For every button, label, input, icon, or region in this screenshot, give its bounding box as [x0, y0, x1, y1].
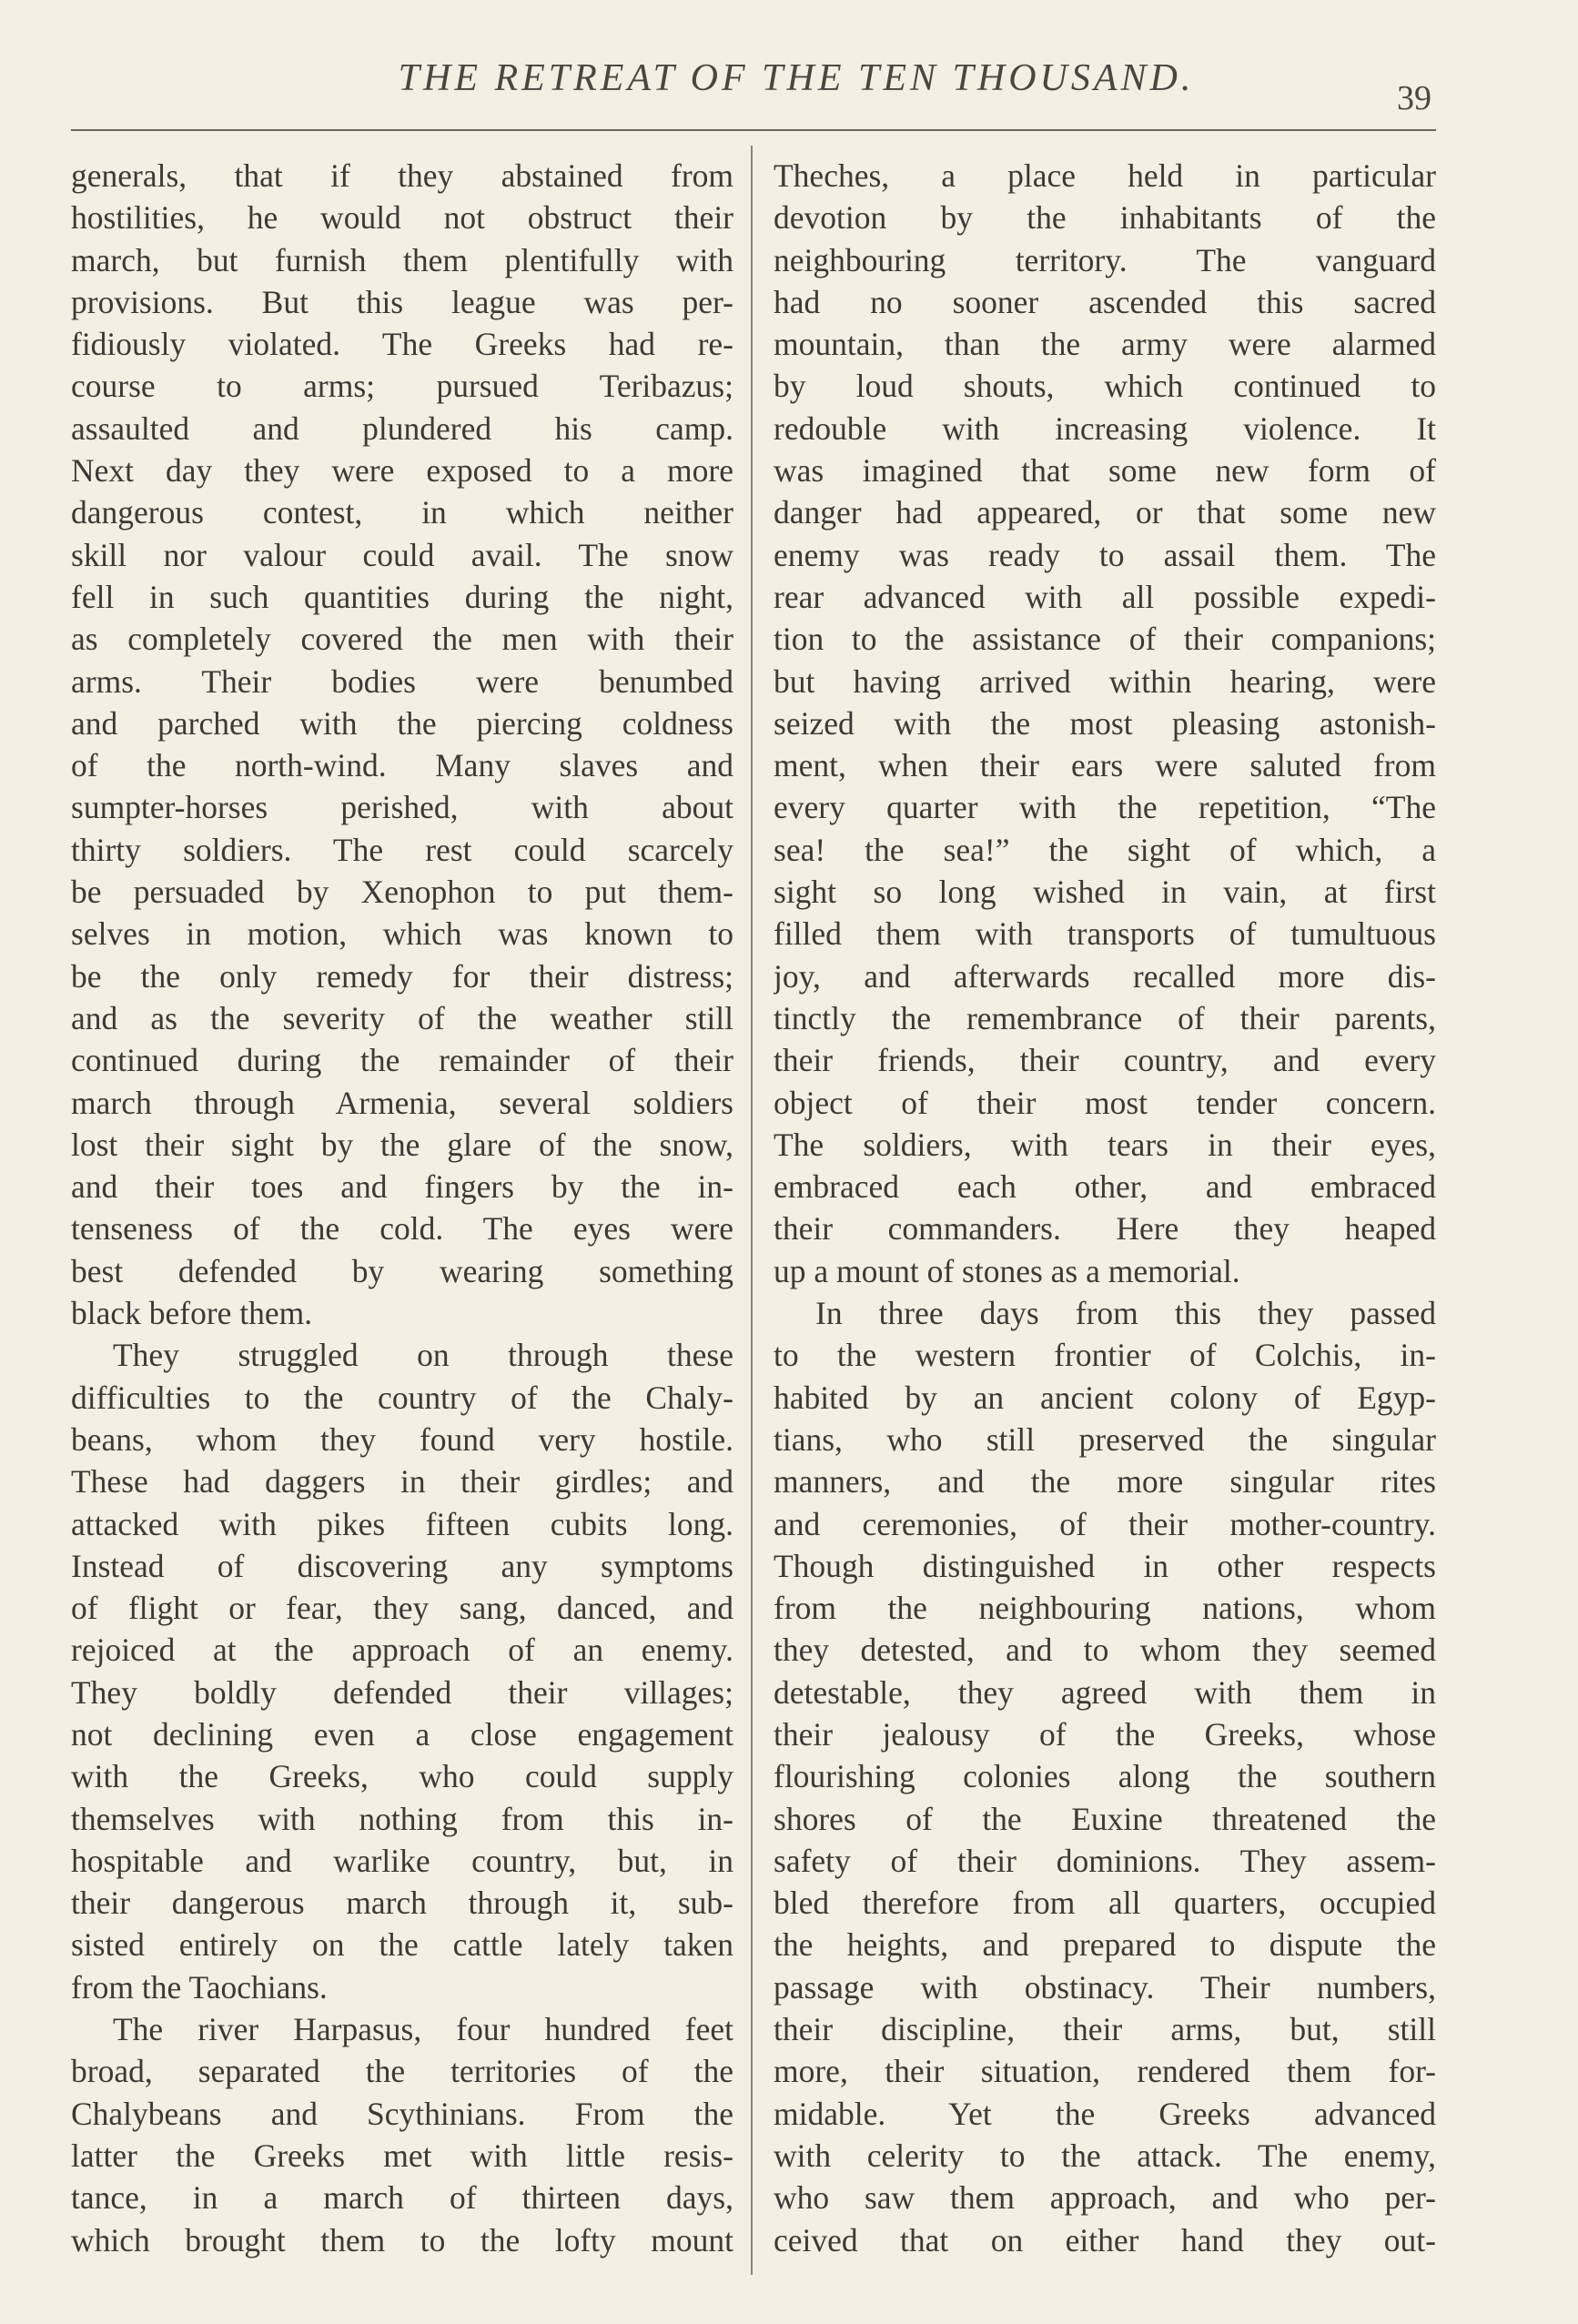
text-line: of the north-wind. Many slaves and	[71, 747, 733, 784]
text-line: the heights, and prepared to dispute the	[774, 1926, 1436, 1964]
text-line: Instead of discovering any symptoms	[71, 1547, 733, 1584]
text-line: beans, whom they found very hostile.	[71, 1420, 733, 1458]
text-line: The soldiers, with tears in their eyes,	[774, 1126, 1436, 1163]
text-line: from the Taochians.	[71, 1968, 328, 2006]
right-column	[774, 155, 1436, 2261]
text-line: fidiously violated. The Greeks had re-	[71, 326, 733, 363]
text-line: tance, in a march of thirteen days,	[71, 2179, 733, 2217]
text-line: and their toes and fingers by the in-	[71, 1168, 733, 1206]
running-title: THE RETREAT OF THE TEN THOUSAND.	[398, 57, 1195, 99]
text-line: safety of their dominions. They assem-	[774, 1842, 1436, 1879]
text-line: march, but furnish them plentifully with	[71, 241, 733, 278]
text-line: ment, when their ears were saluted from	[774, 747, 1436, 784]
text-line: they detested, and to whom they seemed	[774, 1632, 1436, 1669]
text-line: march through Armenia, several soldiers	[71, 1084, 733, 1121]
text-line: rear advanced with all possible expedi-	[774, 578, 1436, 615]
text-line: by loud shouts, which continued to	[774, 368, 1436, 405]
text-line: sisted entirely on the cattle lately taken	[71, 1926, 733, 1964]
text-line: thirty soldiers. The rest could scarcely	[71, 831, 733, 868]
text-line: and ceremonies, of their mother-country.	[774, 1505, 1436, 1542]
text-line: their discipline, their arms, but, still	[774, 2011, 1436, 2048]
text-line: generals, that if they abstained from	[71, 157, 733, 194]
text-line: their dangerous march through it, sub-	[71, 1884, 733, 1922]
text-line: fell in such quantities during the night,	[71, 578, 733, 615]
text-line: their commanders. Here they heaped	[774, 1210, 1436, 1248]
text-line: and parched with the piercing coldness	[71, 704, 733, 742]
text-line: filled them with transports of tumultuous	[774, 915, 1436, 953]
page-number: 39	[1397, 79, 1431, 117]
text-line: devotion by the inhabitants of the	[774, 199, 1436, 237]
text-line: best defended by wearing something	[71, 1252, 733, 1289]
text-line: their friends, their country, and every	[774, 1042, 1436, 1079]
text-line: hostilities, he would not obstruct their	[71, 199, 733, 237]
column-divider	[751, 146, 753, 2275]
text-line: Chalybeans and Scythinians. From the	[71, 2095, 733, 2132]
text-line: joy, and afterwards recalled more dis-	[774, 957, 1436, 995]
text-line: mountain, than the army were alarmed	[774, 326, 1436, 363]
text-line: tinctly the remembrance of their parents,	[774, 999, 1436, 1036]
text-line: manners, and the more singular rites	[774, 1463, 1436, 1500]
left-column	[71, 155, 733, 2261]
text-line: shores of the Euxine threatened the	[774, 1800, 1436, 1837]
text-line: with the Greeks, who could supply	[71, 1758, 733, 1795]
text-line: sight so long wished in vain, at first	[774, 874, 1436, 911]
text-line: redouble with increasing violence. It	[774, 409, 1436, 447]
text-line: but having arrived within hearing, were	[774, 662, 1436, 700]
text-line: course to arms; pursued Teribazus;	[71, 368, 733, 405]
text-line: from the neighbouring nations, whom	[774, 1590, 1436, 1627]
text-line: tion to the assistance of their companions;	[774, 621, 1436, 658]
text-line: rejoiced at the approach of an enemy.	[71, 1632, 733, 1669]
text-line: seized with the most pleasing astonish-	[774, 704, 1436, 742]
text-line: broad, separated the territories of the	[71, 2053, 733, 2090]
text-line: tians, who still preserved the singular	[774, 1420, 1436, 1458]
text-line: not declining even a close engagement	[71, 1715, 733, 1753]
text-line: In three days from this they passed	[815, 1295, 1436, 1332]
text-line: difficulties to the country of the Chaly-	[71, 1379, 733, 1416]
text-line: dangerous contest, in which neither	[71, 494, 733, 531]
text-line: arms. Their bodies were benumbed	[71, 662, 733, 700]
text-line: with celerity to the attack. The enemy,	[774, 2137, 1436, 2174]
text-line: passage with obstinacy. Their numbers,	[774, 1968, 1436, 2006]
text-line: more, their situation, rendered them for-	[774, 2053, 1436, 2090]
text-line: sumpter-horses perished, with about	[71, 789, 733, 826]
text-line: neighbouring territory. The vanguard	[774, 241, 1436, 278]
text-line: enemy was ready to assail them. The	[774, 536, 1436, 573]
text-line: had no sooner ascended this sacred	[774, 283, 1436, 320]
text-line: tenseness of the cold. The eyes were	[71, 1210, 733, 1248]
text-line: lost their sight by the glare of the snow,	[71, 1126, 733, 1163]
text-line: to the western frontier of Colchis, in-	[774, 1337, 1436, 1374]
text-line: who saw them approach, and who per-	[774, 2179, 1436, 2217]
text-line: They struggled on through these	[113, 1337, 733, 1374]
text-line: their jealousy of the Greeks, whose	[774, 1715, 1436, 1753]
text-line: continued during the remainder of their	[71, 1042, 733, 1079]
text-line: object of their most tender concern.	[774, 1084, 1436, 1121]
text-line: selves in motion, which was known to	[71, 915, 733, 953]
text-line: attacked with pikes fifteen cubits long.	[71, 1505, 733, 1542]
text-line: midable. Yet the Greeks advanced	[774, 2095, 1436, 2132]
text-line: was imagined that some new form of	[774, 452, 1436, 490]
text-line: which brought them to the lofty mount	[71, 2221, 733, 2258]
text-line: Theches, a place held in particular	[774, 157, 1436, 194]
text-line: Next day they were exposed to a more	[71, 452, 733, 490]
text-line: habited by an ancient colony of Egyp-	[774, 1379, 1436, 1416]
text-line: be persuaded by Xenophon to put them-	[71, 874, 733, 911]
header-rule	[71, 129, 1436, 131]
text-line: ceived that on either hand they out-	[774, 2221, 1436, 2258]
text-line: provisions. But this league was per-	[71, 283, 733, 320]
text-line: themselves with nothing from this in-	[71, 1800, 733, 1837]
text-line: sea! the sea!” the sight of which, a	[774, 831, 1436, 868]
text-line: danger had appeared, or that some new	[774, 494, 1436, 531]
text-line: black before them.	[71, 1295, 313, 1332]
text-line: every quarter with the repetition, “The	[774, 789, 1436, 826]
text-line: embraced each other, and embraced	[774, 1168, 1436, 1206]
page-header	[68, 56, 1433, 129]
text-line: Though distinguished in other respects	[774, 1547, 1436, 1584]
text-line: skill nor valour could avail. The snow	[71, 536, 733, 573]
text-line: as completely covered the men with their	[71, 621, 733, 658]
text-line: latter the Greeks met with little resis-	[71, 2137, 733, 2174]
text-line: and as the severity of the weather still	[71, 999, 733, 1036]
text-line: be the only remedy for their distress;	[71, 957, 733, 995]
text-line: detestable, they agreed with them in	[774, 1673, 1436, 1711]
text-line: up a mount of stones as a memorial.	[774, 1252, 1240, 1289]
text-line: hospitable and warlike country, but, in	[71, 1842, 733, 1879]
text-line: assaulted and plundered his camp.	[71, 409, 733, 447]
text-line: The river Harpasus, four hundred feet	[113, 2011, 733, 2048]
text-line: These had daggers in their girdles; and	[71, 1463, 733, 1500]
text-line: of flight or fear, they sang, danced, and	[71, 1590, 733, 1627]
text-line: They boldly defended their villages;	[71, 1673, 733, 1711]
text-line: flourishing colonies along the southern	[774, 1758, 1436, 1795]
text-line: bled therefore from all quarters, occupied	[774, 1884, 1436, 1922]
